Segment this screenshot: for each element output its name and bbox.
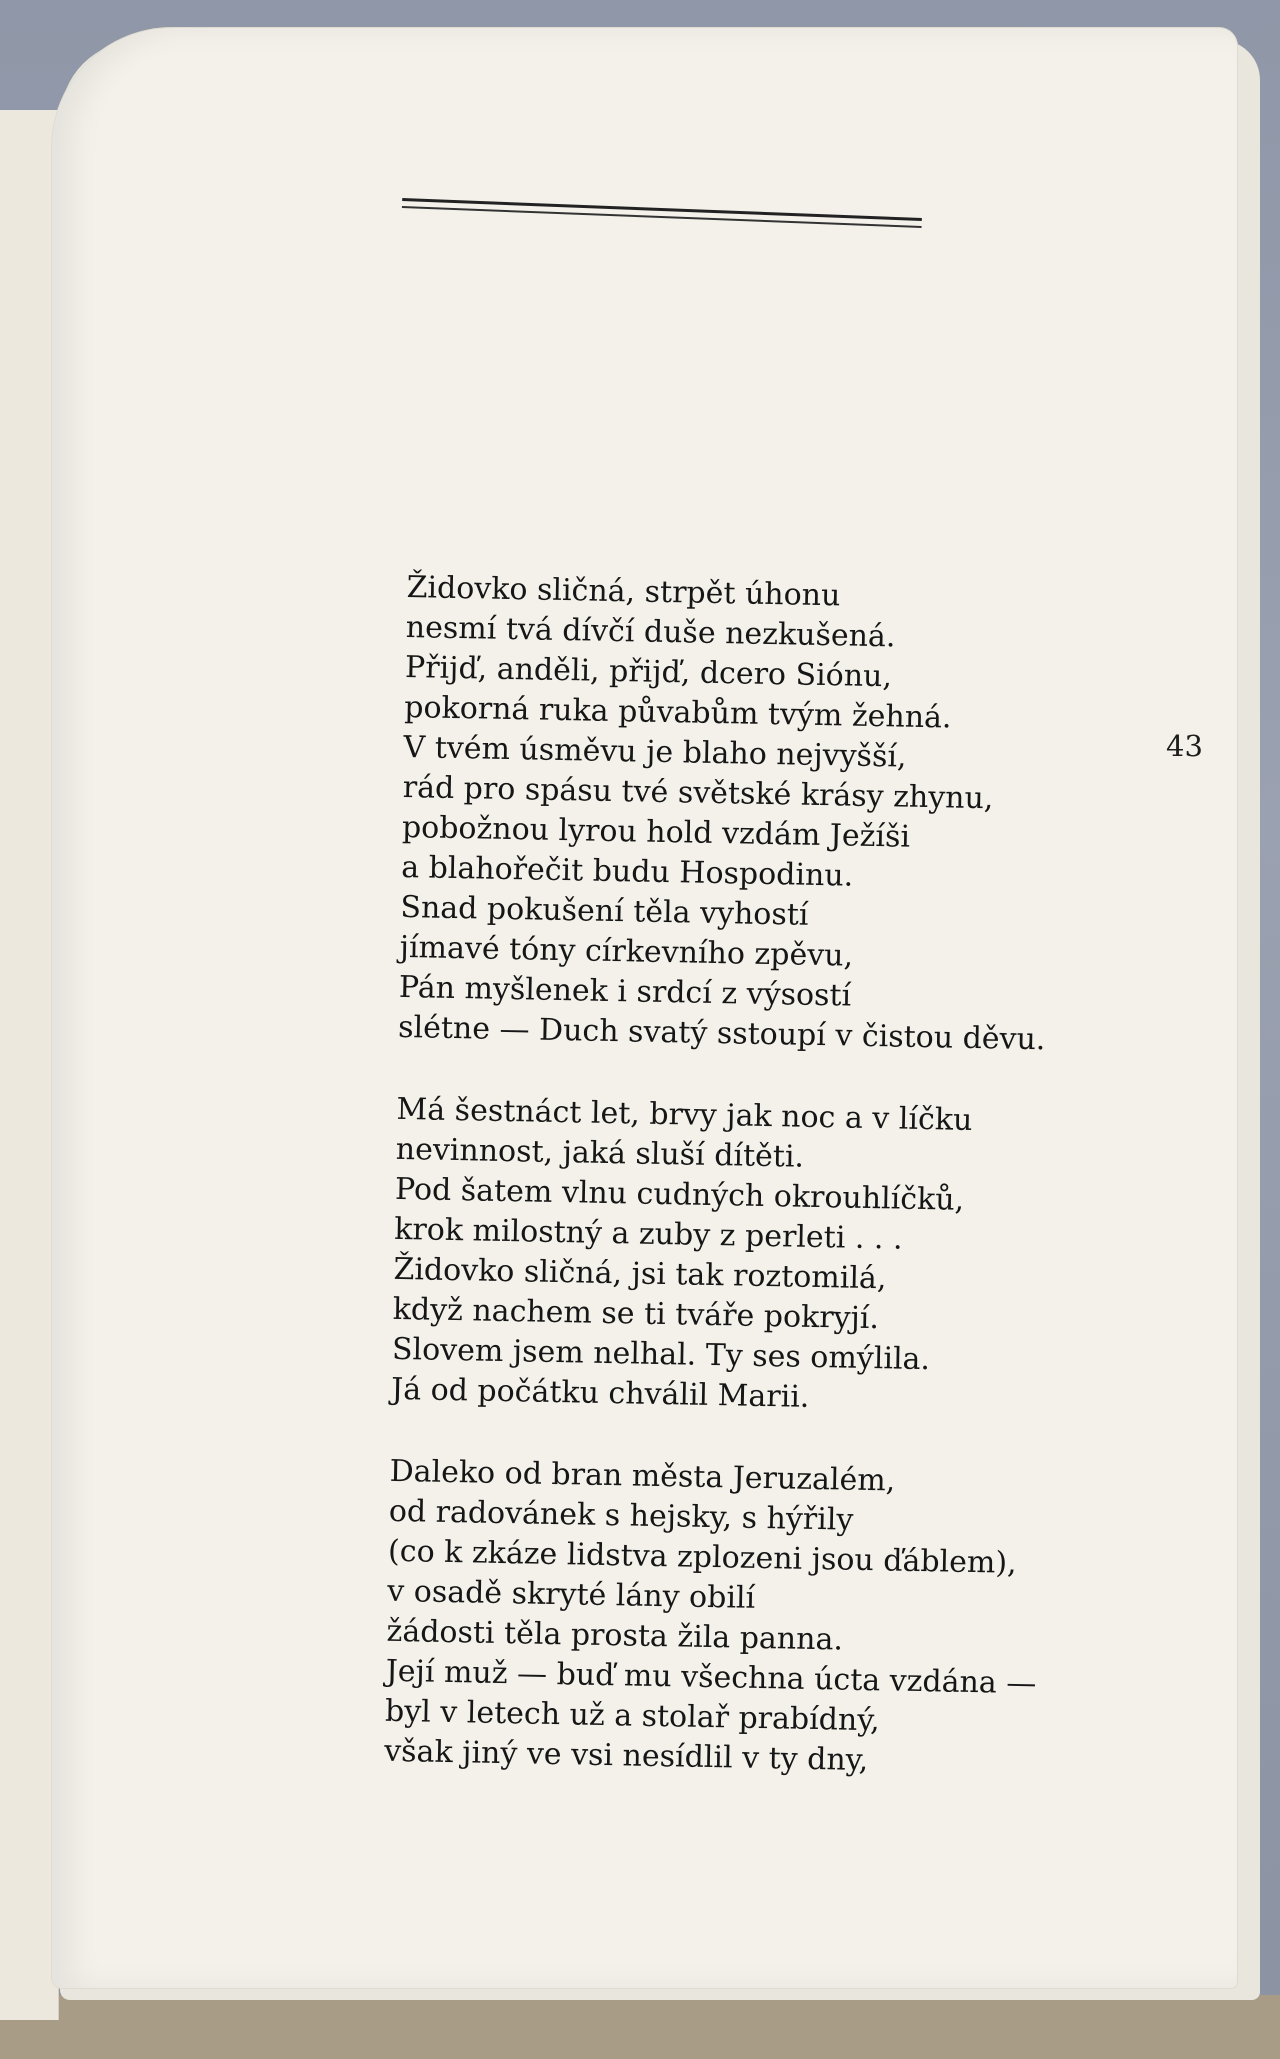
book-page bbox=[52, 28, 1237, 1988]
poem-line: však jiný ve vsi nesídlil v ty dny, bbox=[383, 1733, 869, 1779]
poem-line: pokorná ruka půvabům tvým žehná. bbox=[403, 689, 952, 736]
poem-line: V tvém úsměvu je blaho nejvyšší, bbox=[403, 729, 907, 775]
poem-line: Pod šatem vlnu cudných okrouhlíčků, bbox=[394, 1171, 965, 1218]
poem-line: když nachem se ti tváře pokryjí. bbox=[392, 1291, 880, 1337]
poem-line: v osadě skryté lány obilí bbox=[387, 1573, 756, 1616]
poem-line: Židovko sličná, jsi tak roztomilá, bbox=[393, 1251, 887, 1297]
poem-line: a blahořečit budu Hospodinu. bbox=[400, 849, 854, 894]
left-page-edge bbox=[0, 110, 59, 2020]
poem-line: (co k zkáze lidstva zplozeni jsou ďáblem), bbox=[387, 1533, 1017, 1581]
poem-line: Snad pokušení těla vyhostí bbox=[400, 889, 809, 933]
poem-line: nesmí tvá dívčí duše nezkušená. bbox=[405, 609, 896, 655]
poem-line: od radovánek s hejsky, s hýřily bbox=[388, 1493, 854, 1538]
book-cover-edge bbox=[0, 1995, 1280, 2059]
poem-line: Přijď, anděli, přijď, dcero Siónu, bbox=[404, 649, 893, 695]
page-number: 43 bbox=[1166, 729, 1203, 763]
poem-line: žádosti těla prosta žila panna. bbox=[386, 1613, 844, 1658]
poem-line: krok milostný a zuby z perleti . . . bbox=[393, 1211, 903, 1257]
poem-line: Slovem jsem nelhal. Ty ses omýlila. bbox=[391, 1331, 931, 1378]
poem-line: Židovko sličná, strpět úhonu bbox=[406, 569, 841, 614]
poem-line: pobožnou lyrou hold vzdám Ježíši bbox=[401, 809, 911, 855]
poem-line: byl v letech už a stolař prabídný, bbox=[384, 1693, 881, 1739]
poem-line: Pán myšlenek i srdcí z výsostí bbox=[398, 969, 852, 1014]
poem-line: Má šestnáct let, brvy jak noc a v líčku bbox=[396, 1091, 973, 1138]
poem-line: nevinnost, jaká sluší dítěti. bbox=[395, 1131, 805, 1175]
stanza bbox=[398, 568, 1107, 1061]
poem bbox=[383, 568, 1107, 1827]
poem-line: Její muž — buď mu všechna úcta vzdána — bbox=[385, 1653, 1037, 1702]
poem-line: Daleko od bran města Jeruzalém, bbox=[389, 1453, 896, 1499]
stanza bbox=[391, 1090, 1097, 1423]
poem-line: slétne — Duch svatý sstoupí v čistou děvu. bbox=[397, 1009, 1046, 1058]
decorative-double-rule bbox=[402, 198, 922, 232]
poem-line: Já od počátku chválil Marii. bbox=[390, 1371, 810, 1415]
poem-line: rád pro spásu tvé světské krásy zhynu, bbox=[402, 769, 994, 817]
poem-line: jímavé tóny církevního zpěvu, bbox=[399, 929, 854, 974]
stanza bbox=[384, 1452, 1090, 1785]
